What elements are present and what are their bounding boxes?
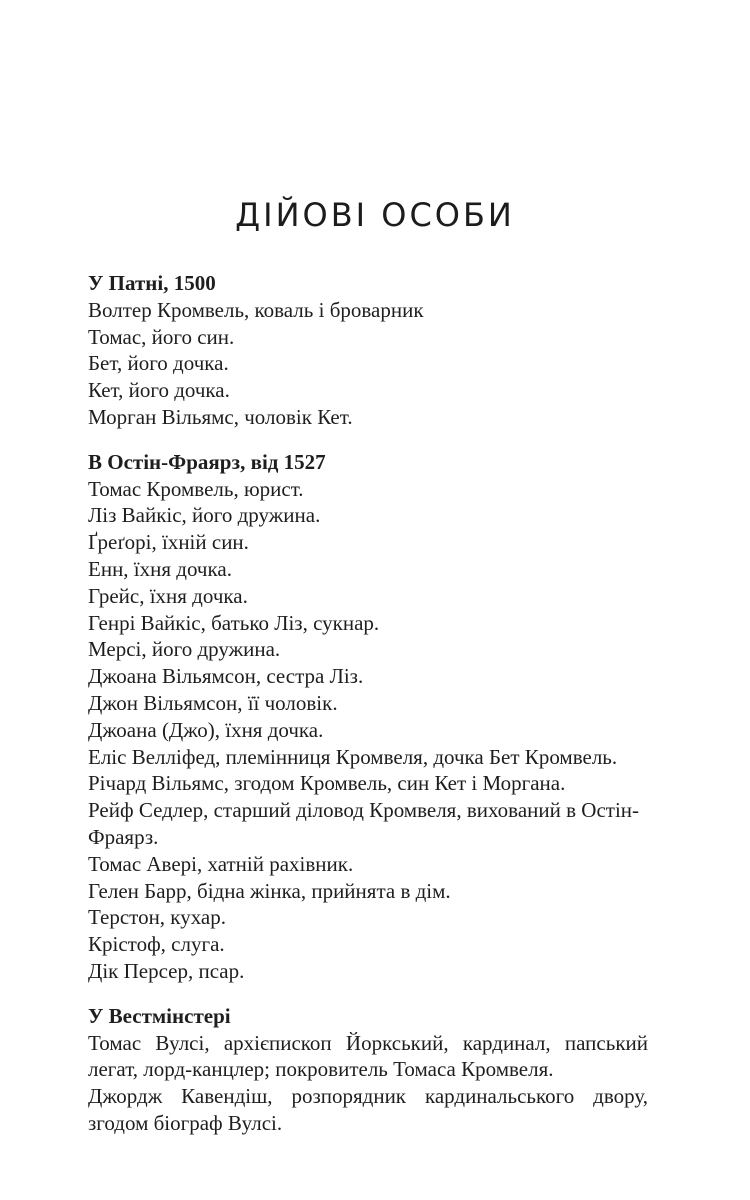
character-entry: Волтер Кромвель, коваль і броварник [88, 297, 424, 322]
character-entry: Томас Аверi, хатній рахівник. [88, 851, 354, 876]
character-entry: Терстон, кухар. [88, 905, 227, 930]
character-entry: Енн, їхня дочка. [88, 556, 232, 581]
section-austin-friars [88, 449, 648, 985]
section-heading: В Остін-Фраярз, від 1527 [88, 449, 326, 474]
characters-list [88, 270, 648, 1137]
section-heading: У Патні, 1500 [88, 271, 216, 295]
character-entry: Рейф Седлер, старший діловод Кромвеля, вихований в Остін-Фраярз. [88, 798, 640, 849]
character-entry: Ґреґорі, їхній син. [88, 530, 249, 555]
character-entry: Дік Персер, псар. [88, 958, 245, 983]
character-entry: Кет, його дочка. [88, 378, 230, 403]
character-entry: Еліс Велліфед, племінниця Кромвеля, дочка Бет Кромвель. [88, 744, 618, 769]
character-entry: Гелен Барр, бідна жінка, прийнята в дім. [88, 878, 451, 903]
section-westminster [88, 1003, 648, 1137]
character-entry: Джоана (Джо), їхня дочка. [88, 717, 324, 742]
character-entry: Томас Вулсі, архієпископ Йоркський, кардинал, папський легат, лорд-канцлер; покровитель Томаса Кромвеля. [88, 1030, 648, 1082]
character-entry: Річард Вільямс, згодом Кромвель, син Кет і Моргана. [88, 771, 566, 796]
character-entry: Томас, його син. [88, 324, 235, 349]
character-entry: Морган Вільямс, чоловік Кет. [88, 404, 353, 429]
character-entry: Томас Кромвель, юрист. [88, 476, 304, 501]
character-entry: Бет, його дочка. [88, 351, 229, 376]
character-entry: Мерсі, його дружина. [88, 637, 281, 662]
character-entry: Джордж Кавендіш, розпорядник кардинальського двору, згодом біограф Вулсі. [88, 1084, 648, 1135]
section-putney [88, 270, 648, 431]
character-entry: Генрі Вайкіс, батько Ліз, сукнар. [88, 610, 380, 635]
character-entry: Джон Вільямсон, її чоловік. [88, 690, 338, 715]
section-heading: У Вестмінстері [88, 1003, 231, 1028]
character-entry: Ліз Вайкіс, його дружина. [88, 503, 321, 528]
character-entry: Грейс, їхня дочка. [88, 583, 248, 608]
character-entry: Крістоф, слуга. [88, 932, 225, 957]
character-entry: Джоана Вільямсон, сестра Ліз. [88, 664, 364, 689]
page-title: ДІЙОВІ ОСОБИ [235, 196, 515, 234]
